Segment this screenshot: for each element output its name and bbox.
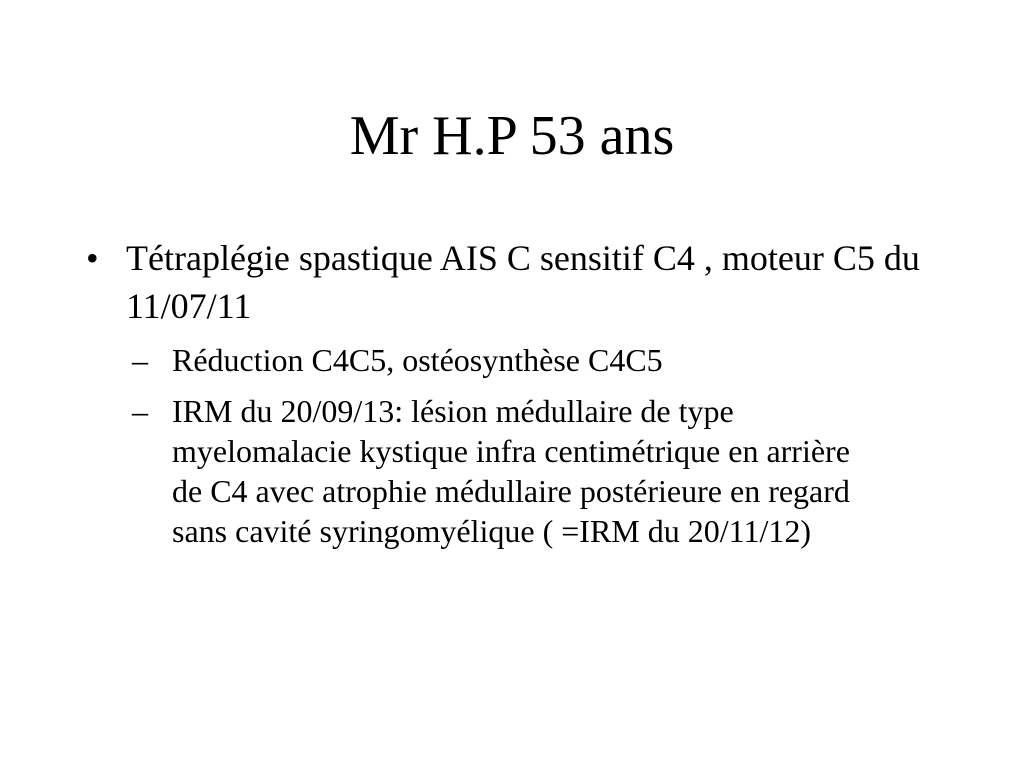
sub-bullet-marker: – <box>132 342 148 378</box>
bullet-text: Tétraplégie spastique AIS C sensitif C4 , moteur C5 du 11/07/11 <box>126 238 920 326</box>
bullet-item <box>86 234 936 330</box>
sub-bullet-item <box>132 340 872 380</box>
slide-title: Mr H.P 53 ans <box>349 105 675 167</box>
sub-bullet-list <box>132 340 872 551</box>
sub-bullet-item <box>132 391 872 551</box>
slide-content <box>86 234 936 562</box>
sub-bullet-text: IRM du 20/09/13: lésion médullaire de type myelomalacie kystique infra centimétrique en arrière de C4 avec atrophie médullaire postérieure en regard sans cavité syringomyélique ( =IRM du 20/11/12) <box>172 393 850 549</box>
bullet-marker: • <box>86 238 99 278</box>
sub-bullet-text: Réduction C4C5, ostéosynthèse C4C5 <box>172 342 663 378</box>
sub-bullet-marker: – <box>132 393 148 429</box>
